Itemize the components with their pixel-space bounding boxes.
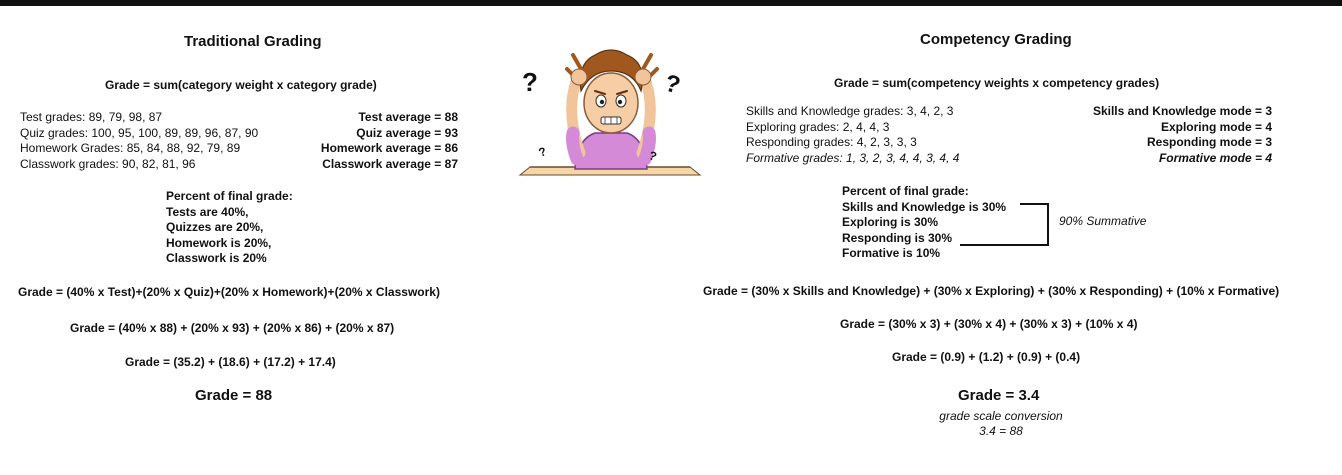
competency-percent-list [842, 184, 1006, 262]
quiz-grades: Quiz grades: 100, 95, 100, 89, 89, 96, 87, 90 [20, 125, 259, 140]
competency-step-1: Grade = (30% x Skills and Knowledge) + (30% x Exploring) + (30% x Responding) + (10% x Formative) [703, 284, 1280, 298]
responding-mode: Responding mode = 3 [1146, 135, 1272, 149]
exploring-weight: Exploring is 30% [842, 215, 939, 229]
question-mark-right-icon: ? [661, 69, 684, 100]
responding-grades: Responding grades: 4, 2, 3, 3, 3 [746, 135, 917, 149]
percent-heading: Percent of final grade: [166, 189, 293, 203]
skills-knowledge-mode: Skills and Knowledge mode = 3 [1092, 104, 1272, 118]
traditional-formula: Grade = sum(category weight x category grade) [105, 78, 377, 92]
homework-average: Homework average = 86 [320, 141, 458, 155]
test-grades: Test grades: 89, 79, 98, 87 [20, 110, 163, 124]
grade-scale-conversion-value: 3.4 = 88 [979, 424, 1023, 438]
competency-grades-list [746, 104, 959, 166]
traditional-step-3: Grade = (35.2) + (18.6) + (17.2) + 17.4) [125, 355, 336, 369]
formative-mode: Formative mode = 4 [1158, 150, 1272, 165]
traditional-title: Traditional Grading [184, 33, 322, 50]
exploring-mode: Exploring mode = 4 [1160, 119, 1272, 134]
traditional-step-1: Grade = (40% x Test)+(20% x Quiz)+(20% x Homework)+(20% x Classwork) [18, 285, 440, 299]
formative-weight: Formative is 10% [842, 246, 941, 260]
competency-modes-list [1093, 104, 1272, 166]
competency-step-3: Grade = (0.9) + (1.2) + (0.9) + (0.4) [892, 350, 1081, 364]
homework-weight: Homework is 20%, [166, 235, 272, 250]
test-average: Test average = 88 [358, 110, 458, 124]
quizzes-weight: Quizzes are 20%, [166, 220, 264, 234]
grade-scale-conversion-label: grade scale conversion [939, 409, 1063, 423]
confused-student-illustration [515, 41, 705, 181]
competency-final-grade: Grade = 3.4 [958, 387, 1040, 404]
classwork-grades: Classwork grades: 90, 82, 81, 96 [20, 156, 196, 171]
question-mark-small-left-icon: ? [536, 144, 549, 160]
question-mark-small-right-icon: ? [646, 148, 659, 164]
traditional-step-2: Grade = (40% x 88) + (20% x 93) + (20% x 86) + (20% x 87) [70, 321, 395, 335]
traditional-averages-list [321, 110, 458, 172]
tests-weight: Tests are 40%, [166, 204, 249, 219]
bracket-top-line [1020, 203, 1048, 205]
skills-knowledge-grades: Skills and Knowledge grades: 3, 4, 2, 3 [746, 104, 954, 118]
bracket-bottom-line [960, 244, 1048, 246]
competency-title: Competency Grading [920, 31, 1072, 48]
formative-grades: Formative grades: 1, 3, 2, 3, 4, 4, 3, 4, 4 [746, 150, 960, 165]
bracket-vertical-line [1047, 203, 1049, 246]
grading-comparison-page [0, 6, 1342, 475]
competency-formula: Grade = sum(competency weights x competency grades) [834, 76, 1160, 90]
percent-heading: Percent of final grade: [842, 184, 969, 198]
traditional-percent-list [166, 189, 293, 267]
competency-step-2: Grade = (30% x 3) + (30% x 4) + (30% x 3) + (10% x 4) [840, 317, 1138, 331]
responding-weight: Responding is 30% [842, 230, 953, 245]
quiz-average: Quiz average = 93 [356, 125, 458, 140]
classwork-average: Classwork average = 87 [322, 156, 458, 171]
question-mark-left-icon: ? [522, 67, 538, 97]
homework-grades: Homework Grades: 85, 84, 88, 92, 79, 89 [20, 141, 241, 155]
skills-knowledge-weight: Skills and Knowledge is 30% [842, 199, 1007, 214]
classwork-weight: Classwork is 20% [166, 251, 267, 265]
exploring-grades: Exploring grades: 2, 4, 4, 3 [746, 119, 890, 134]
traditional-final-grade: Grade = 88 [195, 387, 273, 404]
traditional-grades-list [20, 110, 258, 172]
summative-note: 90% Summative [1059, 214, 1147, 228]
